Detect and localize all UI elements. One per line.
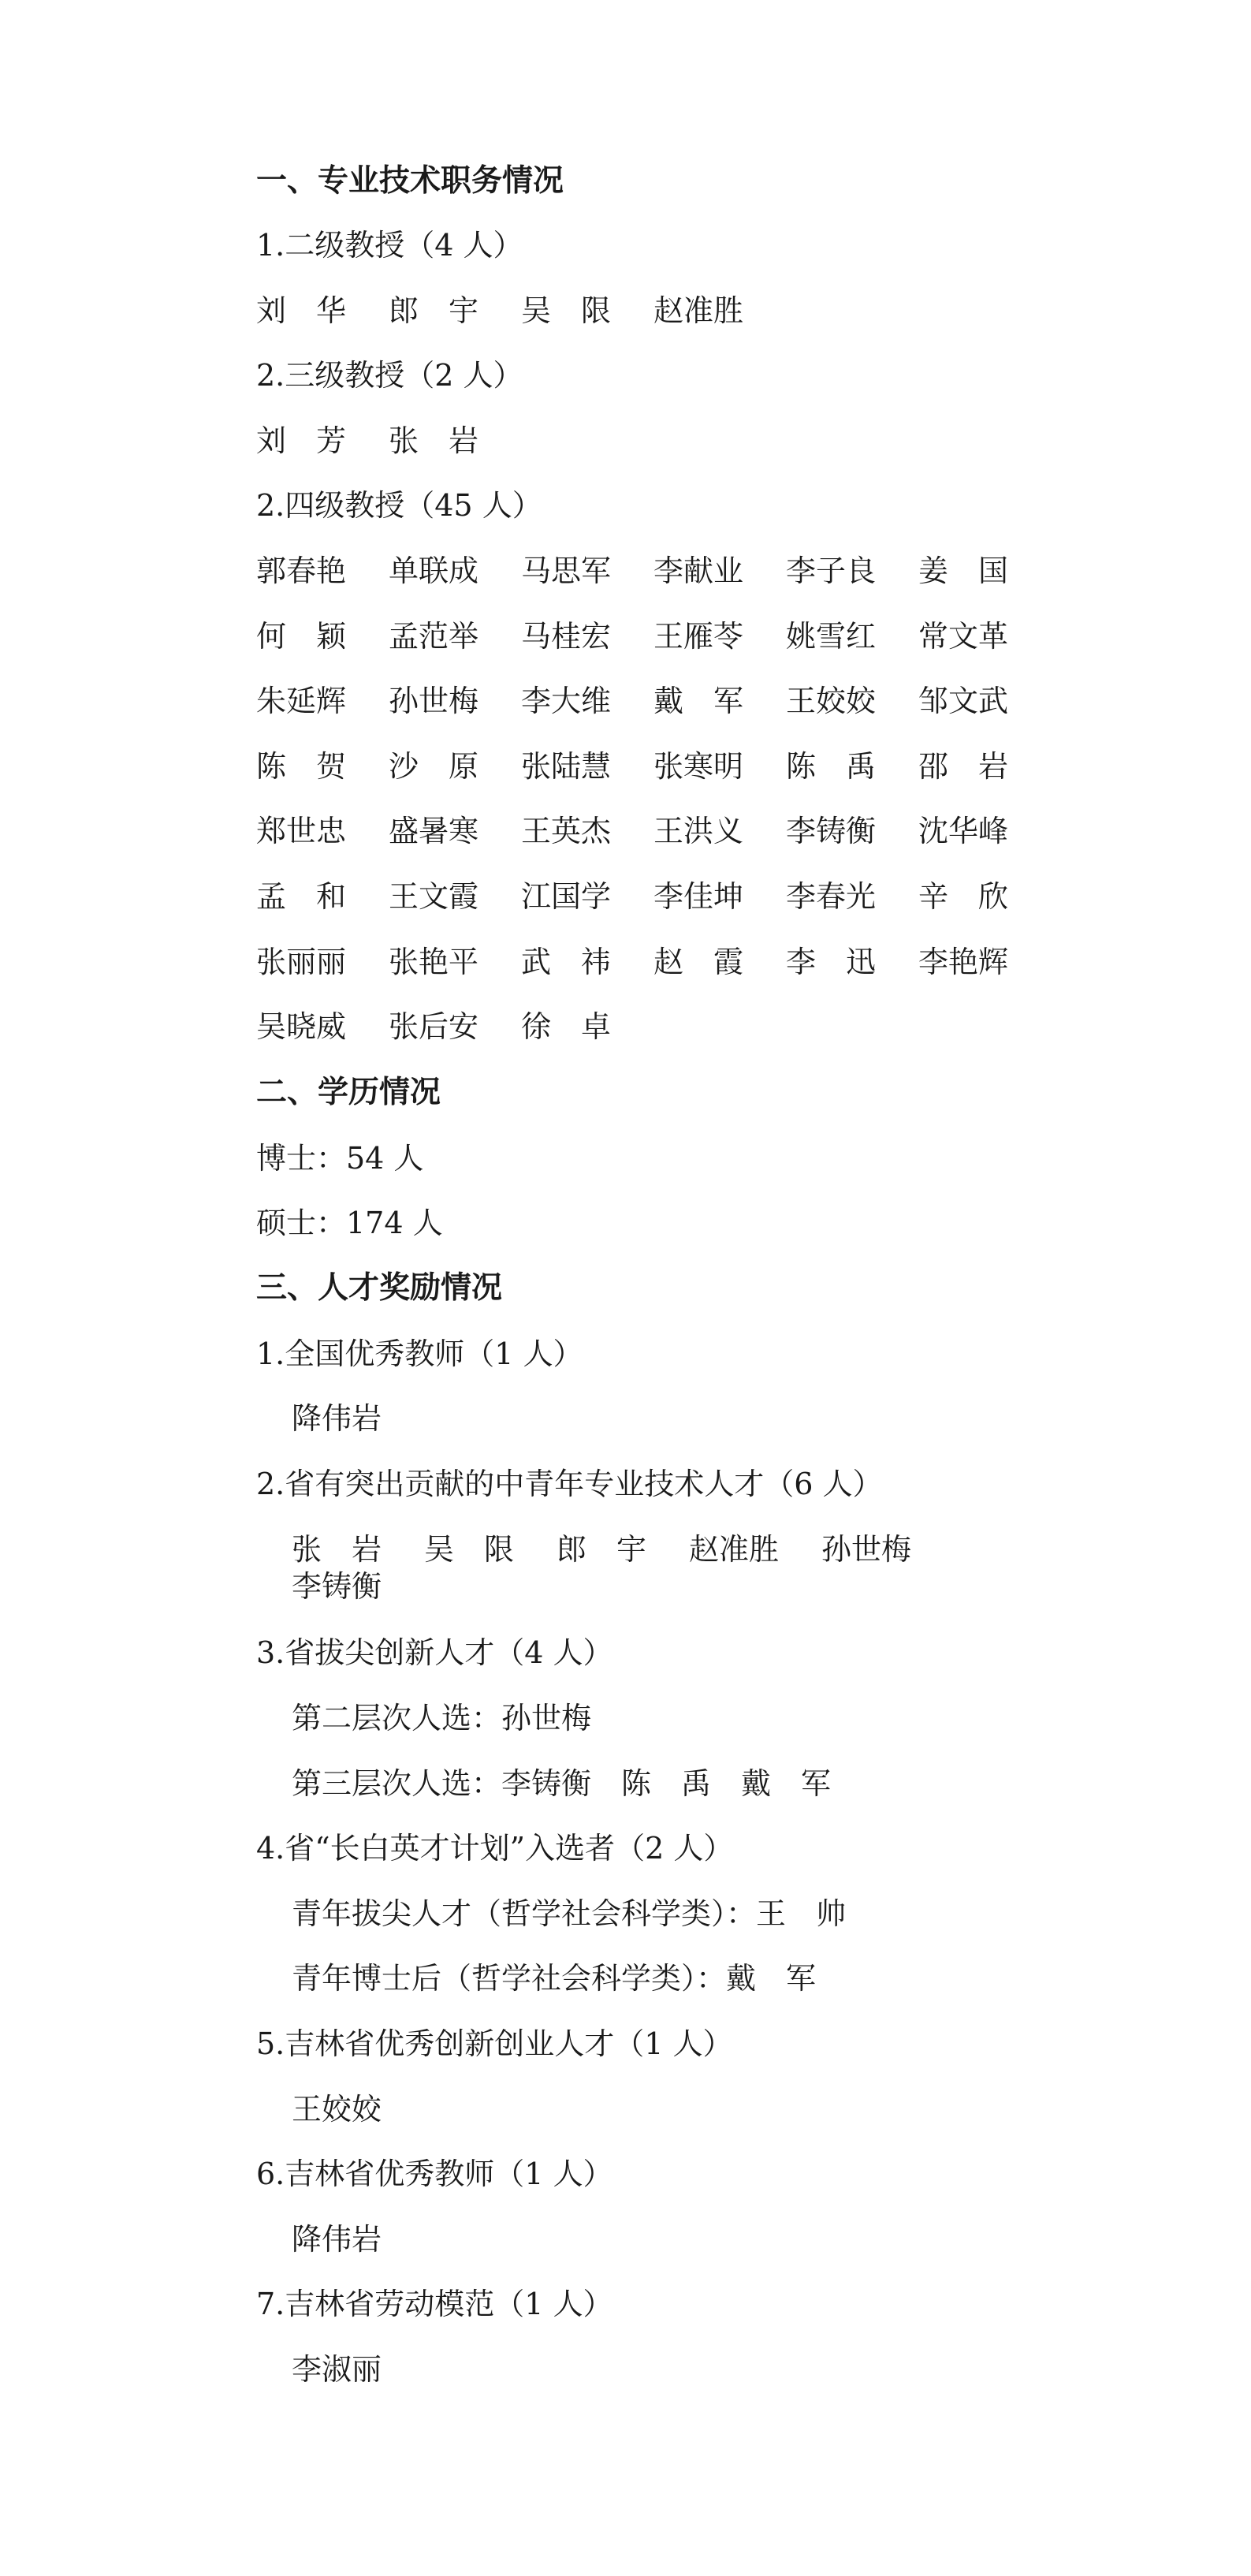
- name-entry: 李春光: [786, 879, 877, 914]
- name-entry: 陈 禹: [786, 749, 877, 784]
- award-jilin-teacher-names: 降伟岩: [292, 2222, 382, 2257]
- name-entry: 张丽丽: [256, 945, 347, 979]
- name-entry: 姜 国: [918, 554, 1009, 588]
- name-entry: 李大维: [521, 684, 612, 718]
- name-entry: 张艳平: [389, 945, 479, 979]
- name-entry: 吴晓威: [256, 1009, 347, 1044]
- name-entry: 王文霞: [389, 879, 479, 914]
- award-innovation-third-level: 第三层次人选：李铸衡 陈 禹 戴 军: [292, 1766, 832, 1801]
- award-innovation-talent-label: 3.省拔尖创新人才（4 人）: [256, 1635, 613, 1670]
- award-changbai-postdoc: 青年博士后（哲学社会科学类）：戴 军: [292, 1961, 817, 1996]
- award-provincial-talent-label: 2.省有突出贡献的中青年专业技术人才（6 人）: [256, 1467, 883, 1501]
- section-title-positions: 一、专业技术职务情况: [256, 163, 564, 199]
- name-entry: 吴 限: [521, 293, 612, 328]
- name-entry: 何 颖: [256, 619, 347, 654]
- master-count: 硕士：174 人: [256, 1206, 443, 1240]
- name-entry: 李铸衡: [786, 814, 877, 848]
- award-jilin-teacher-label: 6.吉林省优秀教师（1 人）: [256, 2157, 613, 2191]
- name-entry: 张后安: [389, 1009, 479, 1044]
- name-entry: 戴 军: [653, 684, 744, 718]
- award-national-teacher-names: 降伟岩: [292, 1401, 382, 1436]
- name-entry: 张 岩: [292, 1532, 382, 1567]
- doctor-count: 博士：54 人: [256, 1141, 424, 1176]
- award-national-teacher-label: 1.全国优秀教师（1 人）: [256, 1336, 583, 1371]
- name-entry: 辛 欣: [918, 879, 1009, 914]
- name-entry: 徐 卓: [521, 1009, 612, 1044]
- name-entry: 马桂宏: [521, 619, 612, 654]
- level2-professor-label: 1.二级教授（4 人）: [256, 228, 523, 263]
- name-entry: 李艳辉: [918, 945, 1009, 979]
- section-title-awards: 三、人才奖励情况: [256, 1270, 503, 1306]
- name-entry: 朱延辉: [256, 684, 347, 718]
- name-entry: 赵准胜: [653, 293, 744, 328]
- name-entry: 陈 贺: [256, 749, 347, 784]
- name-entry: 江国学: [521, 879, 612, 914]
- name-entry: 王姣姣: [786, 684, 877, 718]
- name-entry: 孙世梅: [821, 1532, 912, 1567]
- name-entry: 赵 霞: [653, 945, 744, 979]
- name-entry: 常文革: [918, 619, 1009, 654]
- name-entry: 王洪义: [653, 814, 744, 848]
- name-entry: 孙世梅: [389, 684, 479, 718]
- award-jilin-innovation-label: 5.吉林省优秀创新创业人才（1 人）: [256, 2026, 733, 2061]
- award-labor-model-label: 7.吉林省劳动模范（1 人）: [256, 2287, 613, 2321]
- name-entry: 孟范举: [389, 619, 479, 654]
- name-entry: 邵 岩: [918, 749, 1009, 784]
- name-entry: 李 迅: [786, 945, 877, 979]
- name-entry: 郑世忠: [256, 814, 347, 848]
- name-entry: 李献业: [653, 554, 744, 588]
- name-entry: 单联成: [389, 554, 479, 588]
- name-entry: 张寒明: [653, 749, 744, 784]
- name-entry: 郎 宇: [389, 293, 479, 328]
- level3-professor-label: 2.三级教授（2 人）: [256, 358, 523, 393]
- award-changbai-label: 4.省“长白英才计划”入选者（2 人）: [256, 1831, 734, 1866]
- name-entry: 马思军: [521, 554, 612, 588]
- name-entry: 姚雪红: [786, 619, 877, 654]
- name-entry: 吴 限: [424, 1532, 515, 1567]
- name-entry: 孟 和: [256, 879, 347, 914]
- award-innovation-second-level: 第二层次人选：孙世梅: [292, 1701, 592, 1735]
- name-entry: 张 岩: [389, 423, 479, 458]
- name-entry: 李佳坤: [653, 879, 744, 914]
- name-entry: 王雁苓: [653, 619, 744, 654]
- award-changbai-youth: 青年拔尖人才（哲学社会科学类）：王 帅: [292, 1896, 847, 1931]
- award-labor-model-names: 李淑丽: [292, 2352, 382, 2387]
- name-entry: 盛暑寒: [389, 814, 479, 848]
- award-jilin-innovation-names: 王姣姣: [292, 2092, 382, 2127]
- name-entry: 赵准胜: [689, 1532, 780, 1567]
- name-entry: 沙 原: [389, 749, 479, 784]
- name-entry: 刘 华: [256, 293, 347, 328]
- name-entry: 武 祎: [521, 945, 612, 979]
- name-entry: 刘 芳: [256, 423, 347, 458]
- name-entry: 沈华峰: [918, 814, 1009, 848]
- name-entry: 李子良: [786, 554, 877, 588]
- name-entry: 王英杰: [521, 814, 612, 848]
- name-entry: 郎 宇: [557, 1532, 647, 1567]
- name-entry: 郭春艳: [256, 554, 347, 588]
- section-title-education: 二、学历情况: [256, 1075, 441, 1110]
- level4-professor-label: 2.四级教授（45 人）: [256, 488, 542, 523]
- name-entry: 邹文武: [918, 684, 1009, 718]
- award-provincial-talent-names-cont: 李铸衡: [292, 1569, 382, 1604]
- name-entry: 张陆慧: [521, 749, 612, 784]
